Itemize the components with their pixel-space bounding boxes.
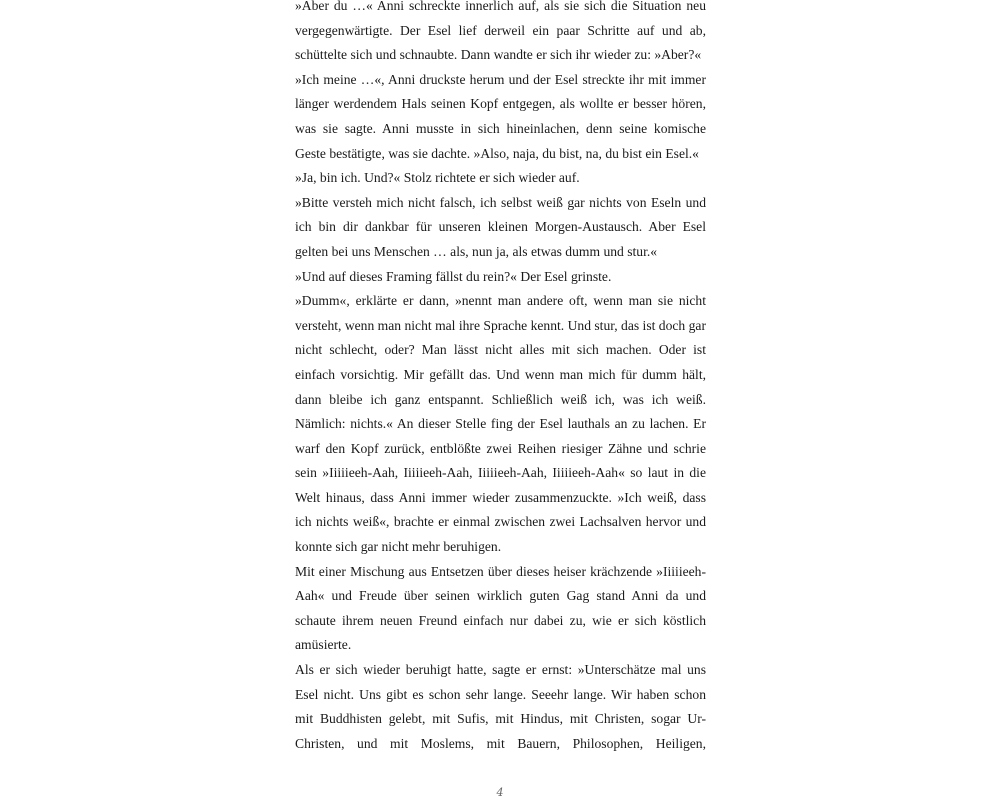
paragraph: »Aber du …« Anni schreckte innerlich auf, als sie sich die Situation neu vergegenwärtigte. Der Esel lief derweil ein paar Schritte auf und ab, schüttelte sich und schnaubte. Dann wandte er sich ihr wieder zu: »Aber?« <box>295 0 706 63</box>
paragraph: »Ich meine …«, Anni druckste herum und der Esel streckte ihr mit immer länger werdendem Hals seinen Kopf entgegen, als wollte er besser hören, was sie sagte. Anni musste in sich hineinlachen, denn seine komische Geste bestätigte, was sie dachte. »Also, naja, du bist, na, du bist ein Esel.« <box>295 71 706 161</box>
paragraph: »Bitte versteh mich nicht falsch, ich selbst weiß gar nichts von Eseln und ich bin dir dankbar für unseren kleinen Morgen-Austausch. Aber Esel gelten bei uns Menschen … als, nun ja, als etwas dumm und stur.« <box>295 194 706 259</box>
page-number: 4 <box>496 786 504 799</box>
paragraph: Als er sich wieder beruhigt hatte, sagte er ernst: »Unterschätze mal uns Esel nicht. Uns gibt es schon sehr lange. Seeehr lange. Wir haben schon mit Buddhisten gelebt, mit Sufis, mit Hindus, mit Christen, sogar Ur-Christen, und mit Moslems, mit Bauern, Philosophen, Heiligen, <box>295 662 706 751</box>
paragraph: Mit einer Mischung aus Entsetzen über dieses heiser krächzende »Iiiiieeh-Aah« und Freude über seinen wirklich guten Gag stand Anni da und schaute ihrem neuen Freund einfach nur dabei zu, wie er sich köstlich amüsierte. <box>295 563 706 653</box>
page-body-text <box>295 0 706 756</box>
paragraph: »Dumm«, erklärte er dann, »nennt man andere oft, wenn man sie nicht versteht, wenn man nicht mal ihre Sprache kennt. Und stur, das ist doch gar nicht schlecht, oder? Man lässt nicht alles mit sich machen. Oder ist einfach vorsichtig. Mir gefällt das. Und wenn man mich für dumm hält, dann bleibe ich ganz entspannt. Schließlich weiß ich, was ich weiß. Nämlich: nichts.« An dieser Stelle fing der Esel lauthals an zu lachen. Er warf den Kopf zurück, entblößte zwei Reihen riesiger Zähne und schrie sein »Iiiiieeh-Aah, Iiiiieeh-Aah, Iiiiieeh-Aah, Iiiiieeh-Aah« so laut in die Welt hinaus, dass Anni immer wieder zusammenzuckte. »Ich weiß, dass ich nichts weiß«, brachte er einmal zwischen zwei Lachsalven hervor und konnte sich gar nicht mehr beruhigen. <box>295 293 706 555</box>
paragraph: »Und auf dieses Framing fällst du rein?« Der Esel grinste. <box>295 268 612 284</box>
paragraph: »Ja, bin ich. Und?« Stolz richtete er sich wieder auf. <box>295 170 580 186</box>
